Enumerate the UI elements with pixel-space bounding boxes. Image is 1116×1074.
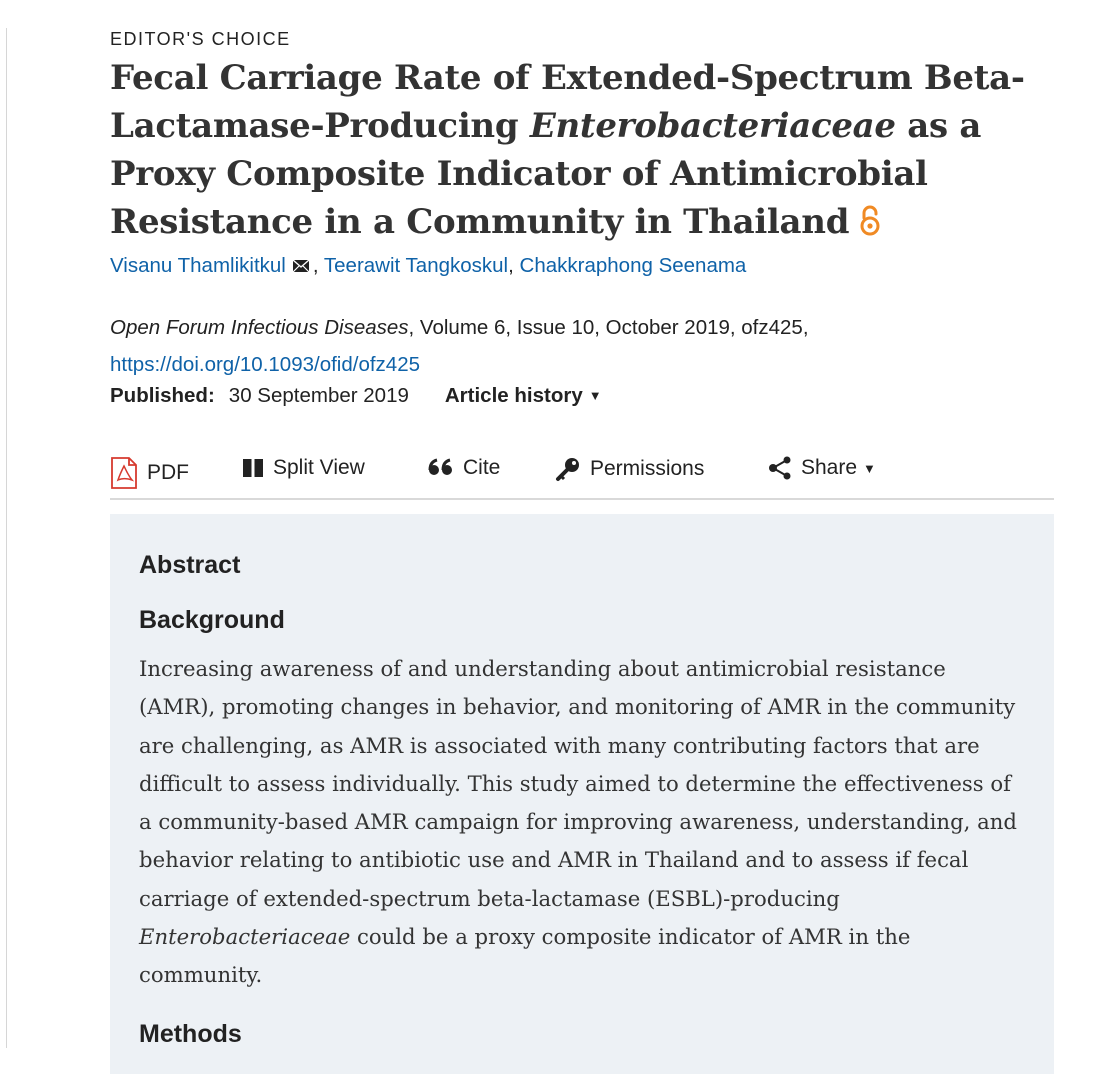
- published-row: [110, 384, 602, 408]
- pdf-button[interactable]: [110, 456, 189, 490]
- abstract-panel: [110, 514, 1054, 1074]
- article-toolbar: [110, 448, 1054, 500]
- pdf-label: PDF: [147, 461, 189, 484]
- title-part-1: Fecal Carriage Rate of Extended-Spectrum Beta-Lactamase-Producing: [110, 58, 1025, 146]
- author-link-3[interactable]: Chakkraphong Seenama: [519, 254, 747, 277]
- cite-button[interactable]: [428, 456, 500, 480]
- published-date: 30 September 2019: [228, 384, 409, 407]
- pdf-icon: [110, 456, 138, 490]
- caret-down-icon: ▼: [863, 460, 876, 476]
- background-paragraph: [139, 650, 1019, 995]
- background-heading: Background: [139, 606, 285, 634]
- split-view-icon: [242, 458, 264, 478]
- methods-heading: Methods: [139, 1020, 242, 1048]
- published-label: Published:: [110, 384, 215, 407]
- title-part-2: as a Proxy Composite Indicator of Antimicrobial Resistance in a Community in Thailand: [110, 106, 982, 242]
- open-access-icon: [859, 201, 881, 249]
- permissions-button[interactable]: [555, 456, 704, 482]
- citation-block: [110, 309, 1054, 383]
- share-label: Share: [801, 456, 858, 479]
- article-history-label: Article history: [444, 384, 583, 407]
- envelope-icon[interactable]: [292, 255, 310, 279]
- author-link-2[interactable]: Teerawit Tangkoskul: [323, 254, 509, 277]
- permissions-label: Permissions: [590, 457, 705, 480]
- split-view-label: Split View: [273, 456, 365, 479]
- article-title: [110, 54, 1054, 249]
- editors-choice-label: EDITOR'S CHOICE: [110, 29, 291, 49]
- author-list: [110, 254, 746, 279]
- background-text-1: Increasing awareness of and understanding about antimicrobial resistance (AMR), promoting changes in behavior, and monitoring of AMR in the community are challenging, as AMR is associated with many contributing factors that are difficult to assess individually. This study aimed to determine the effectiveness of a community-based AMR campaign for improving awareness, understanding, and behavior relating to antibiotic use and AMR in Thailand and to assess if fecal carriage of extended-spectrum beta-lactamase (ESBL)-producing: [139, 656, 1017, 911]
- article-history-toggle[interactable]: [445, 384, 602, 408]
- left-divider: [6, 28, 7, 1048]
- doi-link[interactable]: https://doi.org/10.1093/ofid/ofz425: [110, 353, 421, 376]
- split-view-button[interactable]: [242, 456, 365, 480]
- cite-label: Cite: [463, 456, 501, 479]
- share-button[interactable]: [768, 456, 876, 480]
- author-separator: ,: [508, 254, 514, 277]
- journal-name: Open Forum Infectious Diseases: [110, 316, 409, 339]
- title-italic: Enterobacteriaceae: [529, 106, 896, 146]
- caret-down-icon: ▼: [588, 388, 602, 403]
- author-link-1[interactable]: Visanu Thamlikitkul: [110, 254, 286, 277]
- background-text-2: could be a proxy composite indicator of AMR in the community.: [139, 924, 911, 988]
- author-separator: ,: [312, 254, 319, 277]
- citation-details: , Volume 6, Issue 10, October 2019, ofz425,: [408, 316, 809, 339]
- abstract-heading: Abstract: [139, 551, 241, 579]
- quote-icon: [428, 458, 454, 478]
- key-icon: [555, 456, 581, 482]
- share-icon: [768, 456, 792, 480]
- background-italic: Enterobacteriaceae: [139, 924, 351, 950]
